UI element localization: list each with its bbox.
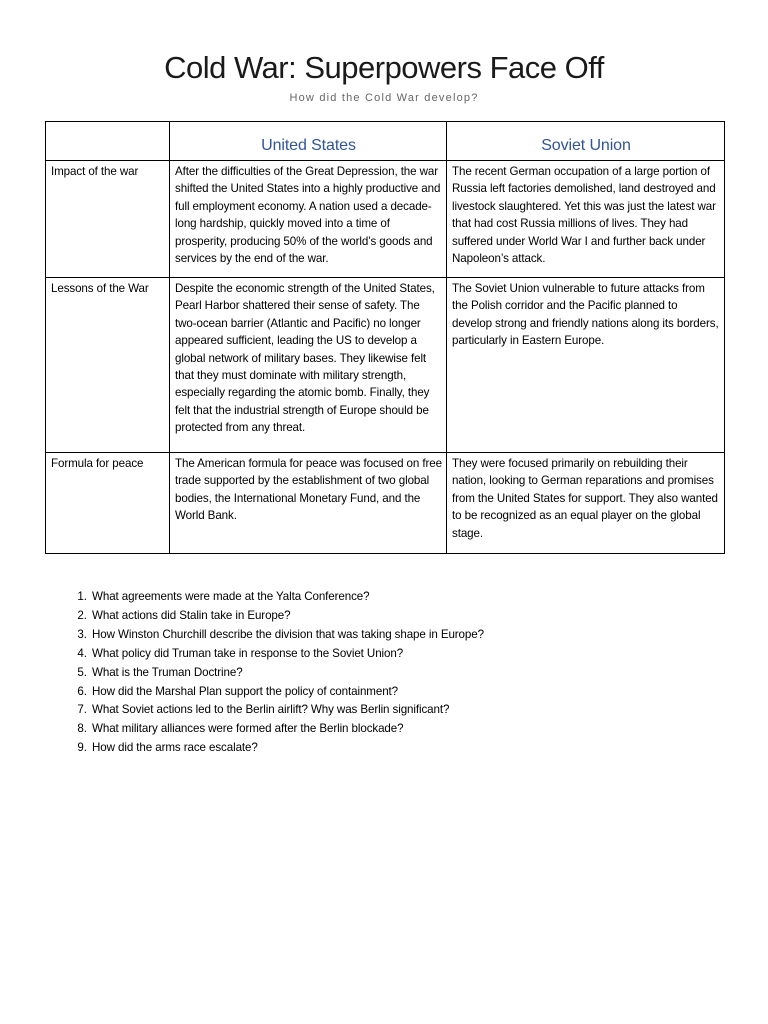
table-row	[46, 278, 725, 453]
list-item: 5. What is the Truman Doctrine?	[90, 664, 484, 683]
row-label: Lessons of the War	[46, 278, 170, 453]
cell-soviet-union: They were focused primarily on rebuilding their nation, looking to German reparations and promises from the United States for support. They also wanted to be recognized as an equal player on the global stage.	[447, 453, 725, 554]
comparison-table	[45, 121, 725, 554]
page-title: Cold War: Superpowers Face Off	[164, 50, 604, 85]
cell-united-states: Despite the economic strength of the United States, Pearl Harbor shattered their sense of safety. The two-ocean barrier (Atlantic and Pacific) no longer appeared sufficient, leading the US to develop a global network of military bases. They likewise felt that they must dominate with military strength, especially regarding the atomic bomb. Finally, they felt that the industrial strength of Europe should be protected from any threat.	[170, 278, 447, 453]
table-header-row	[46, 122, 725, 161]
cell-soviet-union: The recent German occupation of a large portion of Russia left factories demolished, land destroyed and livestock slaughtered. Yet this was just the latest war that had cost Russia millions of lives. They had suffered under World War I and further back under Napoleon’s attack.	[447, 161, 725, 278]
list-item: 3. How Winston Churchill describe the division that was taking shape in Europe?	[90, 626, 484, 645]
list-item: 7. What Soviet actions led to the Berlin airlift? Why was Berlin significant?	[90, 701, 484, 720]
table-row	[46, 161, 725, 278]
cell-soviet-union: The Soviet Union vulnerable to future attacks from the Polish corridor and the Pacific planned to develop strong and friendly nations along its borders, particularly in Eastern Europe.	[447, 278, 725, 453]
row-label: Impact of the war	[46, 161, 170, 278]
list-item: 9. How did the arms race escalate?	[90, 739, 484, 758]
header-cell-united-states: United States	[170, 122, 447, 161]
header-cell-soviet-union: Soviet Union	[447, 122, 725, 161]
list-item: 4. What policy did Truman take in response to the Soviet Union?	[90, 645, 484, 664]
cell-united-states: The American formula for peace was focused on free trade supported by the establishment of two global bodies, the International Monetary Fund, and the World Bank.	[170, 453, 447, 554]
table-row	[46, 453, 725, 554]
cell-united-states: After the difficulties of the Great Depression, the war shifted the United States into a highly productive and full employment economy. A nation used a decade-long hardship, quickly moved into a time of prosperity, producing 50% of the world’s goods and services by the end of the war.	[170, 161, 447, 278]
list-item: 2. What actions did Stalin take in Europe?	[90, 607, 484, 626]
row-label: Formula for peace	[46, 453, 170, 554]
list-item: 1. What agreements were made at the Yalta Conference?	[90, 588, 484, 607]
question-list	[60, 588, 484, 758]
page-subtitle: How did the Cold War develop?	[289, 92, 479, 104]
list-item: 8. What military alliances were formed after the Berlin blockade?	[90, 720, 484, 739]
header-cell-empty	[46, 122, 170, 161]
list-item: 6. How did the Marshal Plan support the policy of containment?	[90, 683, 484, 702]
